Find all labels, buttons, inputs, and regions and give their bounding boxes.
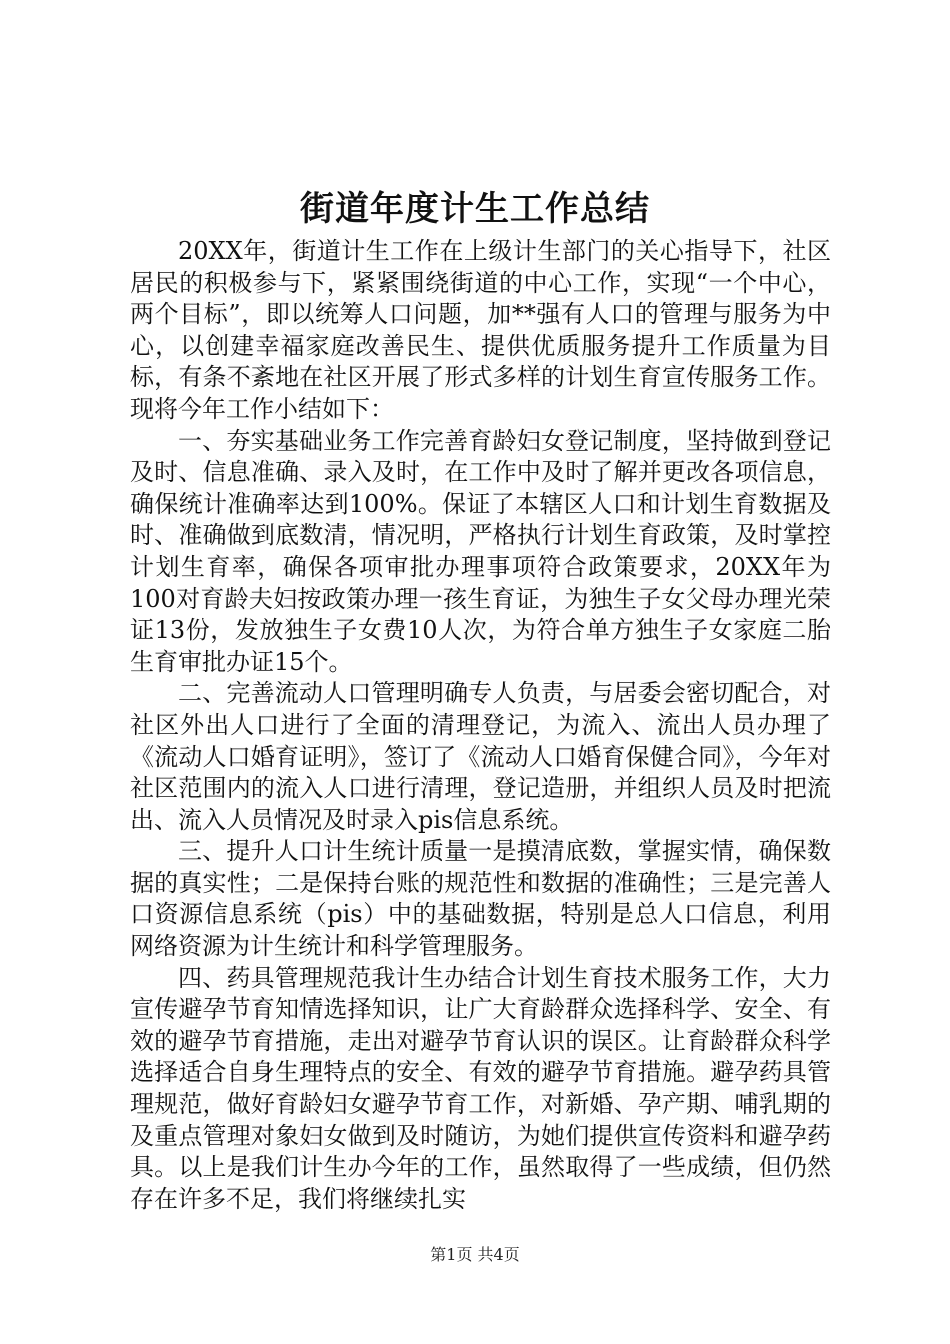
document-title: 街道年度计生工作总结 — [300, 189, 650, 229]
paragraph-section-2: 二、完善流动人口管理明确专人负责，与居委会密切配合，对社区外出人口进行了全面的清理登记，为流入、流出人员办理了《流动人口婚育证明》，签订了《流动人口婚育保健合同》，今年对社区范围内的流入人口进行清理，登记造册，并组织人员及时把流出、流入人员情况及时录入pis信息系统。 — [130, 679, 831, 834]
paragraph-intro: 20XX年，街道计生工作在上级计生部门的关心指导下，社区居民的积极参与下，紧紧围绕街道的中心工作，实现“一个中心，两个目标”，即以统筹人口问题，加**强有人口的管理与服务为中心，以创建幸福家庭改善民生、提供优质服务提升工作质量为目标，有条不紊地在社区开展了形式多样的计划生育宣传服务工作。现将今年工作小结如下： — [130, 237, 831, 423]
document-body — [130, 236, 831, 1215]
paragraph-section-3: 三、提升人口计生统计质量一是摸清底数，掌握实情，确保数据的真实性；二是保持台账的规范性和数据的准确性；三是完善人口资源信息系统（pis）中的基础数据，特别是总人口信息，利用网络资源为计生统计和科学管理服务。 — [130, 837, 831, 961]
paragraph-section-4: 四、药具管理规范我计生办结合计划生育技术服务工作，大力宣传避孕节育知情选择知识，让广大育龄群众选择科学、安全、有效的避孕节育措施，走出对避孕节育认识的误区。让育龄群众科学选择适合自身生理特点的安全、有效的避孕节育措施。避孕药具管理规范，做好育龄妇女避孕节育工作，对新婚、孕产期、哺乳期的及重点管理对象妇女做到及时随访，为她们提供宣传资料和避孕药具。以上是我们计生办今年的工作，虽然取得了一些成绩，但仍然存在许多不足，我们将继续扎实 — [130, 963, 831, 1213]
paragraph-section-1: 一、夯实基础业务工作完善育龄妇女登记制度，坚持做到登记及时、信息准确、录入及时，在工作中及时了解并更改各项信息，确保统计准确率达到100%。保证了本辖区人口和计划生育数据及时、准确做到底数清，情况明，严格执行计划生育政策，及时掌控计划生育率，确保各项审批办理事项符合政策要求，20XX年为100对育龄夫妇按政策办理一孩生育证，为独生子女父母办理光荣证13份，发放独生子女费10人次，为符合单方独生子女家庭二胎生育审批办证15个。 — [130, 426, 831, 676]
page-number-footer: 第1页 共4页 — [430, 1245, 520, 1264]
